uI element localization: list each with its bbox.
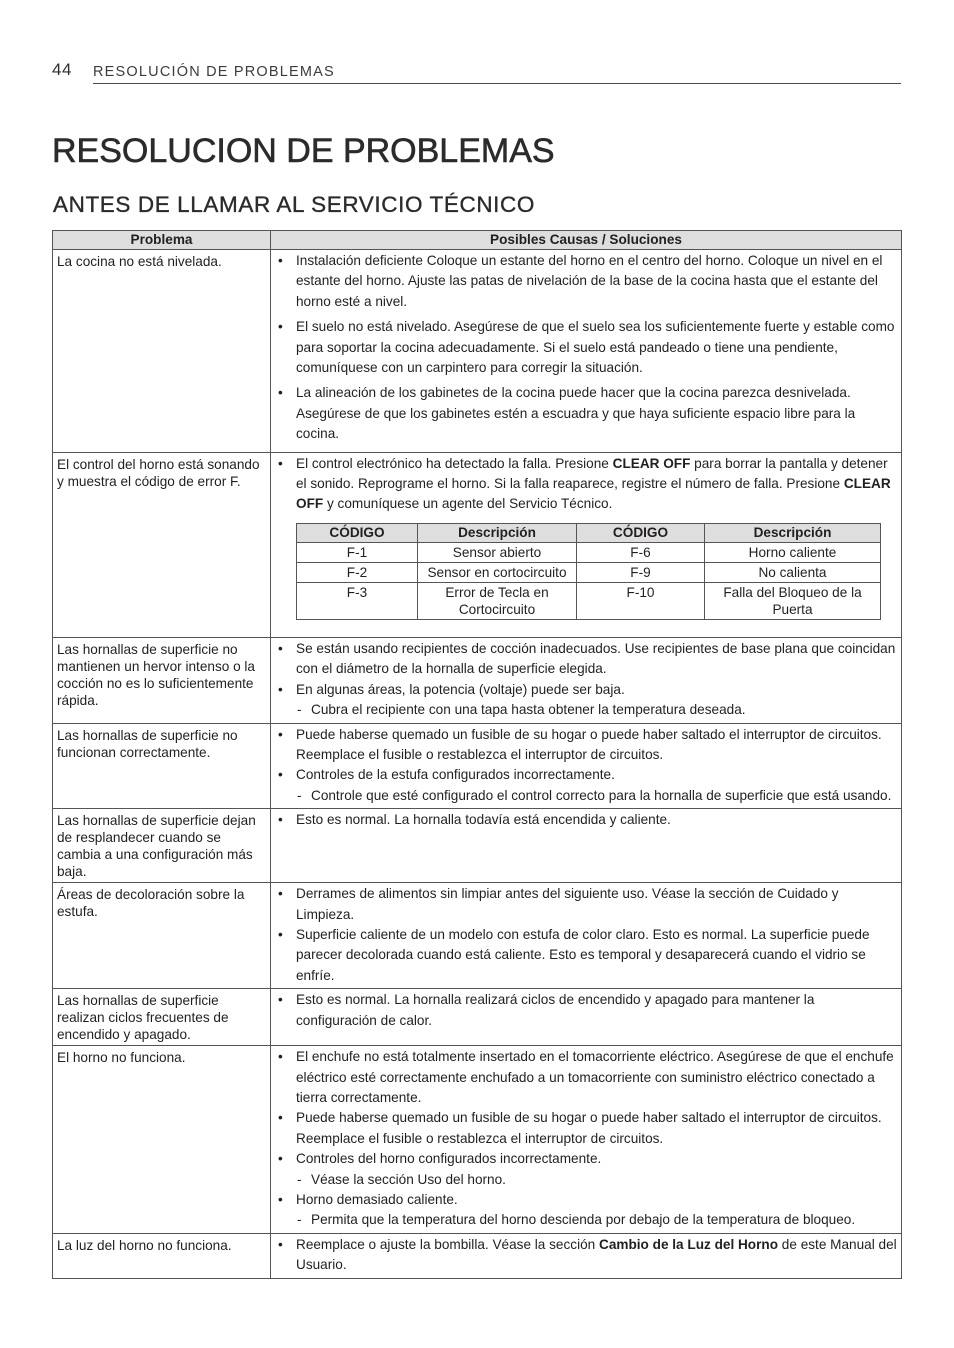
problem-cell <box>53 452 271 637</box>
solutions-cell <box>271 883 902 989</box>
problem-cell <box>53 1233 271 1278</box>
page-number: 44 <box>52 60 72 79</box>
solution-item <box>278 383 898 444</box>
table-row <box>53 1233 902 1278</box>
solution-text: y comuníquese un agente del Servicio Técnico. <box>323 496 613 512</box>
solution-text: Derrames de alimentos sin limpiar antes del siguiente uso. Véase la sección de Cuidado y Limpieza. <box>296 886 839 922</box>
solutions-cell <box>271 1233 902 1278</box>
section-subtitle: ANTES DE LLAMAR AL SERVICIO TÉCNICO <box>53 192 535 217</box>
solutions-cell <box>271 250 902 453</box>
sub-solution-list <box>297 1170 898 1190</box>
solution-item <box>278 725 898 766</box>
solution-text: Reemplace o ajuste la bombilla. Véase la sección <box>296 1236 600 1252</box>
error-code-row <box>297 582 881 619</box>
problem-text: Las hornallas de superficie no funcionan correctamente. <box>57 727 238 760</box>
problem-text: La cocina no está nivelada. <box>57 254 222 269</box>
page-title: RESOLUCION DE PROBLEMAS <box>52 132 555 170</box>
problem-text: El control del horno está sonando y muestra el código de error F. <box>57 456 260 489</box>
problem-cell <box>53 883 271 989</box>
solution-item <box>278 639 898 680</box>
error-code-row <box>297 562 881 582</box>
problem-text: Las hornallas de superficie no mantienen un hervor intenso o la cocción no es lo suficientemente rápida. <box>57 641 255 708</box>
problem-cell <box>53 1046 271 1234</box>
solution-text: Puede haberse quemado un fusible de su hogar o puede haber saltado el interruptor de circuitos. Reemplace el fusible o restablezca el interruptor de circuitos. <box>296 726 882 762</box>
error-description-header: Descripción <box>418 523 577 542</box>
solution-list <box>278 1235 898 1276</box>
solution-text: para borrar la pantalla y detener el sonido. Reprograme el horno. Si la falla reaparece, registre el número de falla. Presione <box>296 455 888 492</box>
solution-item <box>278 251 898 312</box>
solutions-cell <box>271 989 902 1046</box>
solution-item <box>278 990 898 1031</box>
problem-text: Las hornallas de superficie dejan de resplandecer cuando se cambia a una configuración más baja. <box>57 813 256 880</box>
solution-text: Superficie caliente de un modelo con estufa de color claro. Esto es normal. La superficie puede parecer decolorada cuando está caliente. Esto es temporal y desaparecerá cuando el vidrio se enfríe. <box>296 926 870 983</box>
solution-list <box>278 725 898 807</box>
table-row <box>53 883 902 989</box>
error-code: F-3 <box>297 582 418 619</box>
problem-text: La luz del horno no funciona. <box>57 1237 232 1253</box>
sub-solution-item: - Controle que esté configurado el control correcto para la hornalla de superficie que está usando. <box>297 786 898 806</box>
solutions-cell <box>271 723 902 809</box>
solution-item <box>278 1149 898 1190</box>
problem-text: Las hornallas de superficie realizan ciclos frecuentes de encendido y apagado. <box>57 993 229 1043</box>
solution-text: Puede haberse quemado un fusible de su hogar o puede haber saltado el interruptor de circuitos. Reemplace el fusible o restablezca el interruptor de circuitos. <box>296 1110 882 1146</box>
error-description: Error de Tecla en Cortocircuito <box>418 582 577 619</box>
solution-text: Horno demasiado caliente. <box>296 1192 458 1207</box>
solution-text: Se están usando recipientes de cocción inadecuados. Use recipientes de base plana que coincidan con el diámetro de la hornalla de superficie elegida. <box>296 640 896 677</box>
solution-item <box>278 454 898 515</box>
problem-text: El horno no funciona. <box>57 1050 186 1066</box>
error-description: No calienta <box>705 562 881 582</box>
solution-list <box>278 884 898 986</box>
clear-off-key-label: CLEAR OFF <box>296 476 891 512</box>
solution-item <box>278 1047 898 1108</box>
solutions-cell <box>271 637 902 723</box>
error-description: Sensor abierto <box>418 542 577 562</box>
solution-text: Esto es normal. La hornalla todavía está encendida y caliente. <box>296 812 671 828</box>
error-description: Horno caliente <box>705 542 881 562</box>
problem-cell <box>53 989 271 1046</box>
table-row <box>53 250 902 453</box>
solution-item <box>278 925 898 986</box>
solution-text: La alineación de los gabinetes de la cocina puede hacer que la cocina parezca desnivelada. Asegúrese de que los gabinetes estén a escuadra y que haya suficiente espacio libre para la cocina. <box>296 385 856 442</box>
error-code-header-row <box>297 523 881 542</box>
table-row <box>53 809 902 883</box>
problem-cell <box>53 250 271 453</box>
solution-list <box>278 810 898 830</box>
table-row <box>53 637 902 723</box>
sub-solution-list <box>297 786 898 806</box>
sub-solution-item: - Permita que la temperatura del horno descienda por debajo de la temperatura de bloqueo. <box>297 1210 898 1230</box>
error-code: F-10 <box>577 582 705 619</box>
solution-list <box>278 639 898 721</box>
error-code: F-1 <box>297 542 418 562</box>
clear-off-key-label: CLEAR OFF <box>612 455 691 471</box>
header-divider <box>93 83 901 84</box>
sub-solution-item: - Véase la sección Uso del horno. <box>297 1170 898 1190</box>
solution-list <box>278 1047 898 1231</box>
table-row <box>53 1046 902 1234</box>
solution-item <box>278 317 898 378</box>
problem-text: Áreas de decoloración sobre la estufa. <box>57 887 245 920</box>
sub-solution-list <box>297 700 898 720</box>
sub-solution-list <box>297 1210 898 1230</box>
solution-item <box>278 680 898 721</box>
solution-text: Controles de la estufa configurados incorrectamente. <box>296 767 615 783</box>
manual-section-reference: Cambio de la Luz del Horno <box>599 1236 779 1252</box>
error-description: Sensor en cortocircuito <box>418 562 577 582</box>
solution-text: El enchufe no está totalmente insertado en el tomacorriente eléctrico. Asegúrese de que el enchufe eléctrico esté correctamente enchufado a un tomacorriente con suministro eléctrico conectado a tierra correctamente. <box>296 1049 894 1105</box>
solutions-cell <box>271 452 902 637</box>
problem-cell <box>53 723 271 809</box>
solution-item <box>278 1190 898 1231</box>
table-row <box>53 989 902 1046</box>
table-row <box>53 723 902 809</box>
table-row <box>53 452 902 637</box>
troubleshooting-table <box>52 230 902 1279</box>
solution-item <box>278 884 898 925</box>
solutions-cell <box>271 809 902 883</box>
error-description-header: Descripción <box>705 523 881 542</box>
solution-text: de este Manual del Usuario. <box>296 1236 897 1273</box>
solution-text: El control electrónico ha detectado la falla. Presione <box>296 455 613 471</box>
sub-solution-item: - Cubra el recipiente con una tapa hasta obtener la temperatura deseada. <box>297 700 898 720</box>
column-header-solutions: Posibles Causas / Soluciones <box>271 231 902 250</box>
solution-text: Controles del horno configurados incorrectamente. <box>296 1151 602 1167</box>
solution-item <box>278 810 898 830</box>
error-code: F-6 <box>577 542 705 562</box>
solution-list <box>278 990 898 1031</box>
error-code: F-2 <box>297 562 418 582</box>
column-header-problem: Problema <box>53 231 271 250</box>
solution-item <box>278 1235 898 1276</box>
solution-item <box>278 1108 898 1149</box>
solution-text: Instalación deficiente Coloque un estante del horno en el centro del horno. Coloque un nivel en el estante del horno. Ajuste las patas de nivelación de la base de la cocina hasta que el estante del horno esté a nivel. <box>296 253 883 309</box>
error-code-table <box>296 523 881 620</box>
table-header-row <box>53 231 902 250</box>
solution-item <box>278 765 898 806</box>
problem-cell <box>53 809 271 883</box>
error-description: Falla del Bloqueo de la Puerta <box>705 582 881 619</box>
solution-list <box>278 251 898 445</box>
error-code-header: CÓDIGO <box>577 523 705 542</box>
solutions-cell <box>271 1046 902 1234</box>
error-code-row <box>297 542 881 562</box>
running-header-section: RESOLUCIÓN DE PROBLEMAS <box>93 64 335 80</box>
error-code-header: CÓDIGO <box>297 523 418 542</box>
solution-text: En algunas áreas, la potencia (voltaje) puede ser baja. <box>296 681 625 697</box>
problem-cell <box>53 637 271 723</box>
solution-list <box>278 454 898 515</box>
solution-text: Esto es normal. La hornalla realizará ciclos de encendido y apagado para mantener la configuración de calor. <box>296 992 815 1028</box>
error-code: F-9 <box>577 562 705 582</box>
solution-text: El suelo no está nivelado. Asegúrese de que el suelo sea los suficientemente fuerte y estable como para soportar la cocina adecuadamente. Si el suelo está pandeado o tiene una pendiente, comuníquese con un carpintero para corregir la situación. <box>296 319 895 376</box>
